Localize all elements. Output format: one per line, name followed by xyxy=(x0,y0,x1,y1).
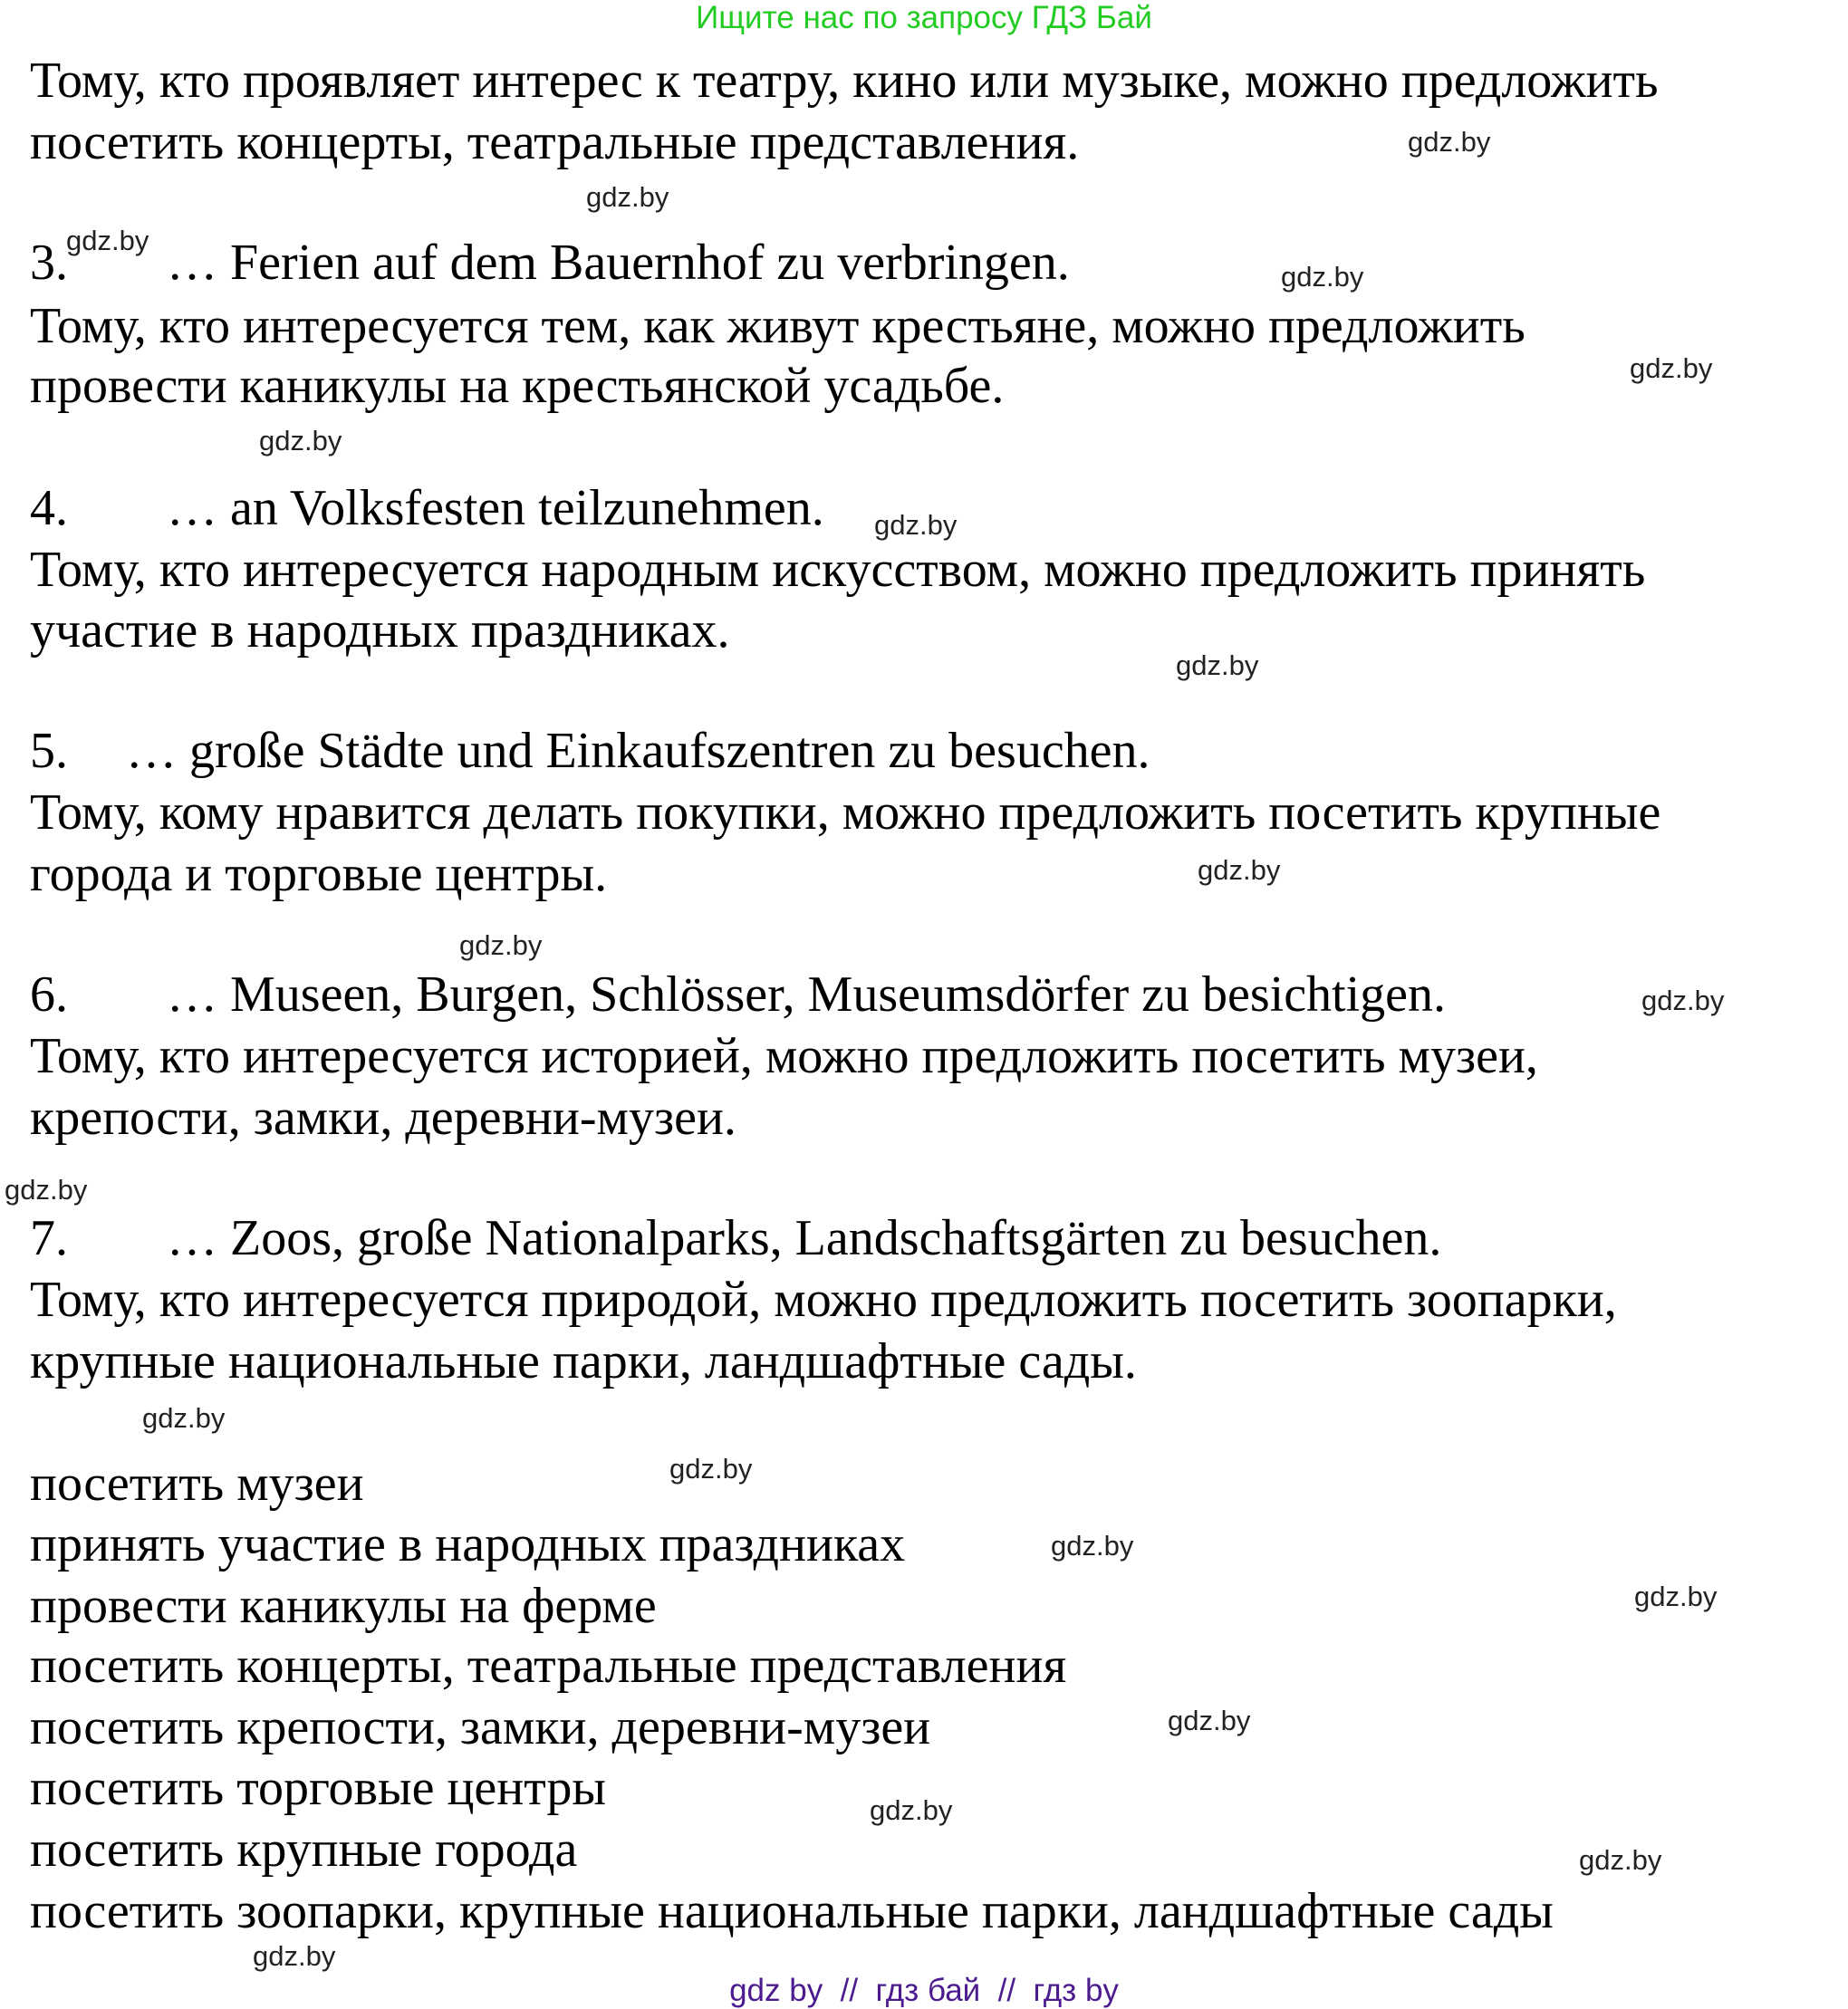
watermark: gdz.by xyxy=(586,181,669,213)
summary-item: посетить концерты, театральные представления xyxy=(30,1638,1067,1694)
answer-line: Тому, кто интересуется природой, можно предложить посетить зоопарки, xyxy=(30,1272,1617,1328)
watermark: gdz.by xyxy=(253,1940,336,1972)
summary-item: провести каникулы на ферме xyxy=(30,1578,657,1634)
answer-line: провести каникулы на крестьянской усадьбе. xyxy=(30,358,1005,414)
search-hint-banner: Ищите нас по запросу ГДЗ Бай xyxy=(696,0,1152,35)
answer-line: города и торговые центры. xyxy=(30,846,608,902)
watermark: gdz.by xyxy=(1176,649,1259,681)
item-number: 4. xyxy=(30,480,68,536)
german-phrase: … an Volksfesten teilzunehmen. xyxy=(167,480,824,536)
german-phrase: … große Städte und Einkaufszentren zu besuchen. xyxy=(126,723,1150,779)
item-number: 5. xyxy=(30,723,68,779)
german-phrase: … Ferien auf dem Bauernhof zu verbringen. xyxy=(167,235,1070,291)
answer-line: Тому, кому нравится делать покупки, можно предложить посетить крупные xyxy=(30,784,1661,841)
item-number: 7. xyxy=(30,1210,68,1266)
answer-line: Тому, кто интересуется народным искусством, можно предложить принять xyxy=(30,542,1646,598)
item-number: 3. xyxy=(30,235,68,291)
watermark: gdz.by xyxy=(1051,1530,1134,1562)
watermark: gdz.by xyxy=(1634,1581,1718,1612)
watermark: gdz.by xyxy=(5,1174,88,1206)
summary-item: посетить зоопарки, крупные национальные парки, ландшафтные сады xyxy=(30,1883,1554,1939)
watermark: gdz.by xyxy=(1281,261,1364,293)
watermark: gdz.by xyxy=(1168,1705,1251,1736)
answer-line: участие в народных праздниках. xyxy=(30,602,730,658)
summary-item: посетить крепости, замки, деревни-музеи xyxy=(30,1699,931,1755)
watermark: gdz.by xyxy=(1198,854,1281,886)
watermark: gdz.by xyxy=(1579,1844,1662,1876)
answer-line: Тому, кто интересуется тем, как живут крестьяне, можно предложить xyxy=(30,298,1526,354)
item-number: 6. xyxy=(30,966,68,1023)
watermark: gdz.by xyxy=(1641,985,1725,1016)
answer-line: посетить концерты, театральные представления. xyxy=(30,114,1080,170)
answer-line: крупные национальные парки, ландшафтные сады. xyxy=(30,1333,1137,1389)
watermark: gdz.by xyxy=(459,929,543,961)
summary-item: принять участие в народных праздниках xyxy=(30,1516,906,1572)
watermark: gdz.by xyxy=(1630,352,1713,384)
summary-item: посетить музеи xyxy=(30,1456,364,1512)
answer-line: Тому, кто интересуется историей, можно предложить посетить музеи, xyxy=(30,1028,1538,1084)
summary-item: посетить торговые центры xyxy=(30,1760,607,1816)
watermark: gdz.by xyxy=(259,425,342,457)
german-phrase: … Zoos, große Nationalparks, Landschaftsgärten zu besuchen. xyxy=(167,1210,1442,1266)
answer-line: Тому, кто проявляет интерес к театру, кино или музыке, можно предложить xyxy=(30,53,1659,109)
watermark: gdz.by xyxy=(142,1402,226,1434)
answer-line: крепости, замки, деревни-музеи. xyxy=(30,1090,736,1146)
watermark: gdz.by xyxy=(669,1453,753,1485)
summary-item: посетить крупные города xyxy=(30,1822,578,1878)
watermark: gdz.by xyxy=(870,1794,953,1826)
watermark: gdz.by xyxy=(874,509,958,541)
watermark: gdz.by xyxy=(1408,126,1491,158)
german-phrase: … Museen, Burgen, Schlösser, Museumsdörfer zu besichtigen. xyxy=(167,966,1447,1023)
footer-links: gdz by // гдз бай // гдз by xyxy=(729,1973,1119,2008)
watermark: gdz.by xyxy=(66,225,149,256)
